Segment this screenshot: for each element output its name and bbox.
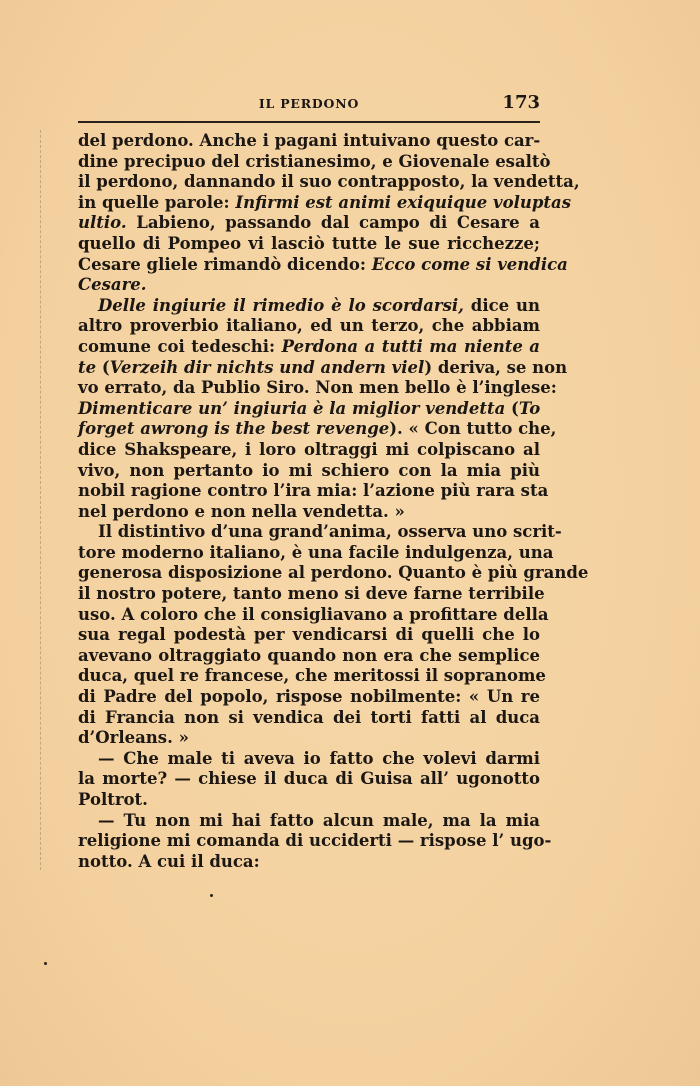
text-run: — Tu non mi hai fatto alcun male, ma la mia — [98, 810, 540, 830]
text-run: dice un — [463, 295, 540, 315]
text-run: il nostro potere, tanto meno si deve farne terribile — [78, 584, 545, 604]
page-gutter-shadow — [40, 130, 41, 870]
text-run: il perdono, dannando il suo contrapposto, la vendetta, — [78, 172, 580, 192]
text-line — [78, 337, 540, 358]
text-run: uso. A coloro che il consigliavano a profittare della — [78, 604, 549, 624]
text-line — [78, 852, 540, 873]
italic-text: Perdona a tutti ma niente a — [281, 336, 540, 356]
italic-text: To — [518, 398, 541, 418]
text-run: religione mi comanda di ucciderti — rispose l’ ugo- — [78, 831, 552, 851]
italic-text: ultio. — [78, 213, 127, 233]
print-speck — [210, 894, 213, 897]
text-line — [78, 481, 549, 502]
italic-text: Cesare. — [78, 275, 147, 295]
text-line — [78, 563, 589, 584]
italic-text: Dimenticare un’ ingiuria è la miglior vendetta — [78, 398, 506, 418]
text-line — [78, 296, 540, 317]
text-line — [78, 172, 580, 193]
text-line — [78, 831, 552, 852]
text-line — [78, 275, 540, 296]
italic-text: Infirmi est animi exiquique voluptas — [235, 192, 571, 212]
text-run: ) deriva, se non — [424, 357, 568, 377]
text-line — [78, 646, 540, 667]
text-run: vivo, non pertanto io mi schiero con la mia più — [78, 460, 540, 480]
text-run: tore moderno italiano, è una facile indulgenza, una — [78, 542, 554, 562]
text-run: — Che male ti aveva io fatto che volevi darmi — [98, 748, 540, 768]
page-header — [78, 92, 540, 114]
text-run: ). « Con tutto che, — [389, 419, 557, 439]
text-run: Labieno, passando dal campo di Cesare a — [126, 213, 540, 233]
italic-text: Delle ingiurie il rimedio è lo scordarsi, — [98, 295, 464, 315]
page-number: 173 — [502, 92, 540, 113]
text-run: altro proverbio italiano, ed un terzo, che abbiam — [78, 316, 540, 336]
text-line — [78, 708, 540, 729]
text-line — [78, 728, 540, 749]
text-run: ( — [96, 357, 110, 377]
text-line — [78, 234, 540, 255]
text-run: dine precipuo del cristianesimo, e Giovenale esaltò — [78, 151, 551, 171]
text-run: generosa disposizione al perdono. Quanto è più grande — [78, 563, 589, 583]
text-run: vo errato, da Publio Siro. Non men bello è l’inglese: — [78, 378, 557, 398]
text-line — [78, 254, 568, 276]
text-line — [78, 151, 551, 173]
text-line — [78, 542, 554, 564]
running-title: IL PERDONO — [258, 96, 360, 111]
text-line — [78, 213, 540, 234]
text-run: quello di Pompeo vi lasciò tutte le sue ricchezze; — [78, 233, 540, 253]
text-line — [78, 461, 540, 482]
text-line — [78, 666, 546, 687]
text-run: dice Shakspeare, i loro oltraggi mi colpiscano al — [78, 439, 540, 459]
text-line — [78, 625, 540, 646]
text-line — [78, 419, 557, 440]
italic-text: Ecco come si vendica — [371, 254, 568, 274]
print-speck — [44, 962, 47, 965]
text-line — [78, 378, 557, 399]
text-run: Poltrot. — [78, 790, 148, 809]
text-run: ( — [505, 398, 519, 418]
text-run: di Francia non si vendica dei torti fatti al duca — [78, 707, 540, 727]
text-line — [78, 357, 568, 379]
text-run: comune coi tedeschi: — [78, 336, 282, 356]
text-run: di Padre del popolo, rispose nobilmente: « Un re — [78, 687, 540, 707]
italic-text: te — [78, 357, 97, 377]
body-text — [78, 131, 589, 872]
text-line — [78, 440, 540, 461]
text-run: Il distintivo d’una grand’anima, osserva uno scrit- — [98, 522, 562, 542]
text-run: Cesare gliele rimandò dicendo: — [78, 254, 372, 274]
text-line — [78, 604, 549, 626]
text-line — [78, 749, 540, 770]
text-line — [78, 811, 540, 832]
text-line — [78, 769, 540, 790]
text-line — [78, 584, 545, 605]
text-line — [78, 522, 562, 543]
text-line — [78, 316, 540, 337]
italic-text: forget awrong is the best revenge — [78, 419, 390, 439]
text-run: notto. A cui il duca: — [78, 851, 260, 871]
text-line — [78, 790, 540, 811]
text-run: nel perdono e non nella vendetta. » — [78, 501, 405, 521]
text-run: del perdono. Anche i pagani intuivano questo car- — [78, 131, 541, 150]
header-rule — [78, 121, 540, 123]
text-line — [78, 502, 540, 523]
text-line — [78, 399, 540, 420]
text-line — [78, 131, 540, 152]
text-run: duca, quel re francese, che meritossi il sopranome — [78, 666, 546, 686]
text-line — [78, 687, 540, 708]
italic-text: Verzeih dir nichts und andern viel — [109, 357, 425, 377]
text-run: d’Orleans. » — [78, 728, 189, 748]
text-run: in quelle parole: — [78, 192, 236, 212]
text-run: nobil ragione contro l’ira mia: l’azione più rara sta — [78, 481, 549, 501]
text-run: la morte? — chiese il duca di Guisa all’ ugonotto — [78, 769, 540, 789]
text-run: avevano oltraggiato quando non era che semplice — [78, 645, 540, 665]
text-run: sua regal podestà per vendicarsi di quelli che lo — [78, 625, 540, 645]
text-line — [78, 192, 571, 214]
